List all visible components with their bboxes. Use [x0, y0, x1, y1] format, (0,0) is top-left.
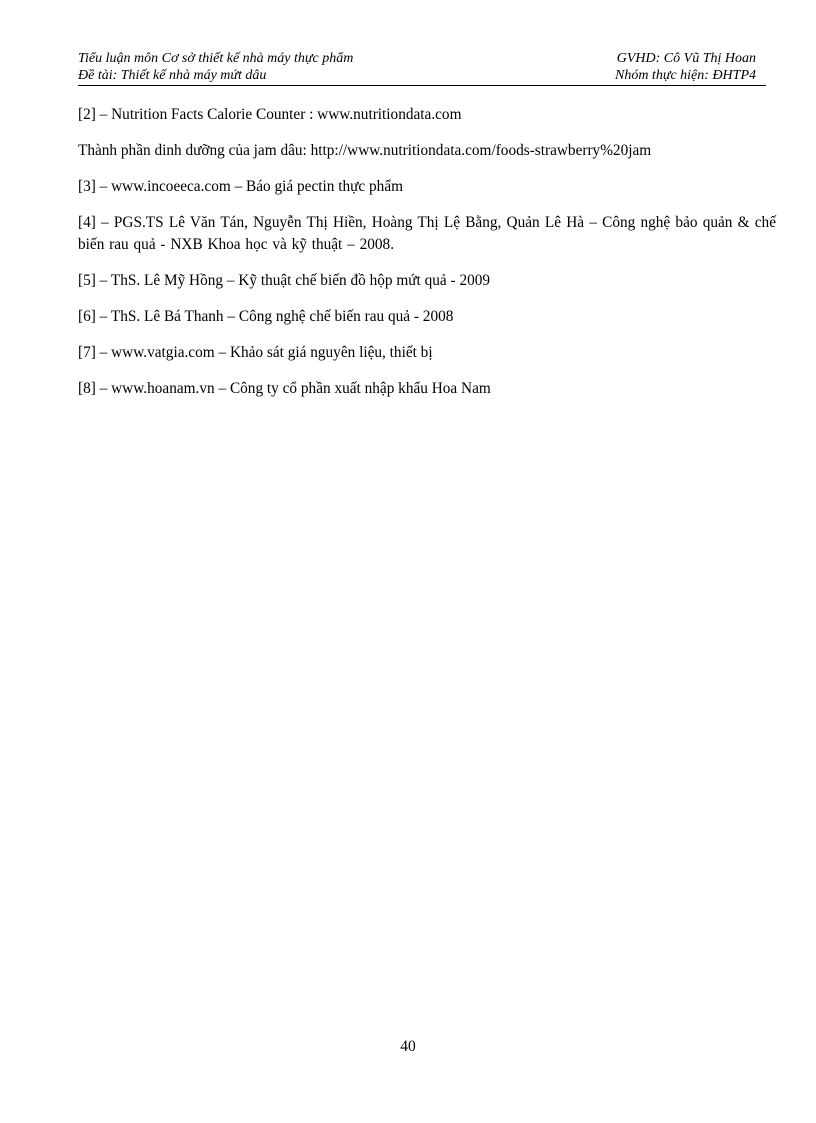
header-instructor: GVHD: Cô Vũ Thị Hoan — [616, 51, 756, 66]
page-number: 40 — [400, 1038, 416, 1055]
reference-list — [78, 104, 776, 414]
reference-item-2-note: Thành phần dinh dưỡng của jam dâu: http://www.nutritiondata.com/foods-strawberry%20jam — [78, 142, 652, 159]
reference-item-2: [2] – Nutrition Facts Calorie Counter : www.nutritiondata.com — [78, 106, 462, 123]
header-topic: Đề tài: Thiết kế nhà máy mứt dâu — [78, 68, 267, 83]
reference-item-4: [4] – PGS.TS Lê Văn Tán, Nguyễn Thị Hiền, Hoàng Thị Lệ Bằng, Quản Lê Hà – Công nghệ bảo quản & chế biến rau quả - NXB Khoa học và kỹ thuật – 2008. — [78, 214, 776, 253]
reference-item-6: [6] – ThS. Lê Bá Thanh – Công nghệ chế biến rau quả - 2008 — [78, 308, 454, 325]
reference-item-5: [5] – ThS. Lê Mỹ Hồng – Kỹ thuật chế biến đồ hộp mứt quả - 2009 — [78, 272, 491, 289]
header-row-2 — [78, 67, 766, 84]
header-course-title: Tiểu luận môn Cơ sở thiết kế nhà máy thực phẩm — [78, 51, 354, 66]
page-header — [78, 50, 766, 84]
reference-item-7: [7] – www.vatgia.com – Khảo sát giá nguyên liệu, thiết bị — [78, 344, 433, 361]
reference-item-3: [3] – www.incoeeca.com – Báo giá pectin thực phẩm — [78, 178, 404, 195]
header-divider — [78, 85, 766, 86]
reference-item-8: [8] – www.hoanam.vn – Công ty cổ phần xuất nhập khẩu Hoa Nam — [78, 380, 491, 397]
header-row-1 — [78, 50, 766, 67]
header-group: Nhóm thực hiện: ĐHTP4 — [614, 68, 756, 83]
